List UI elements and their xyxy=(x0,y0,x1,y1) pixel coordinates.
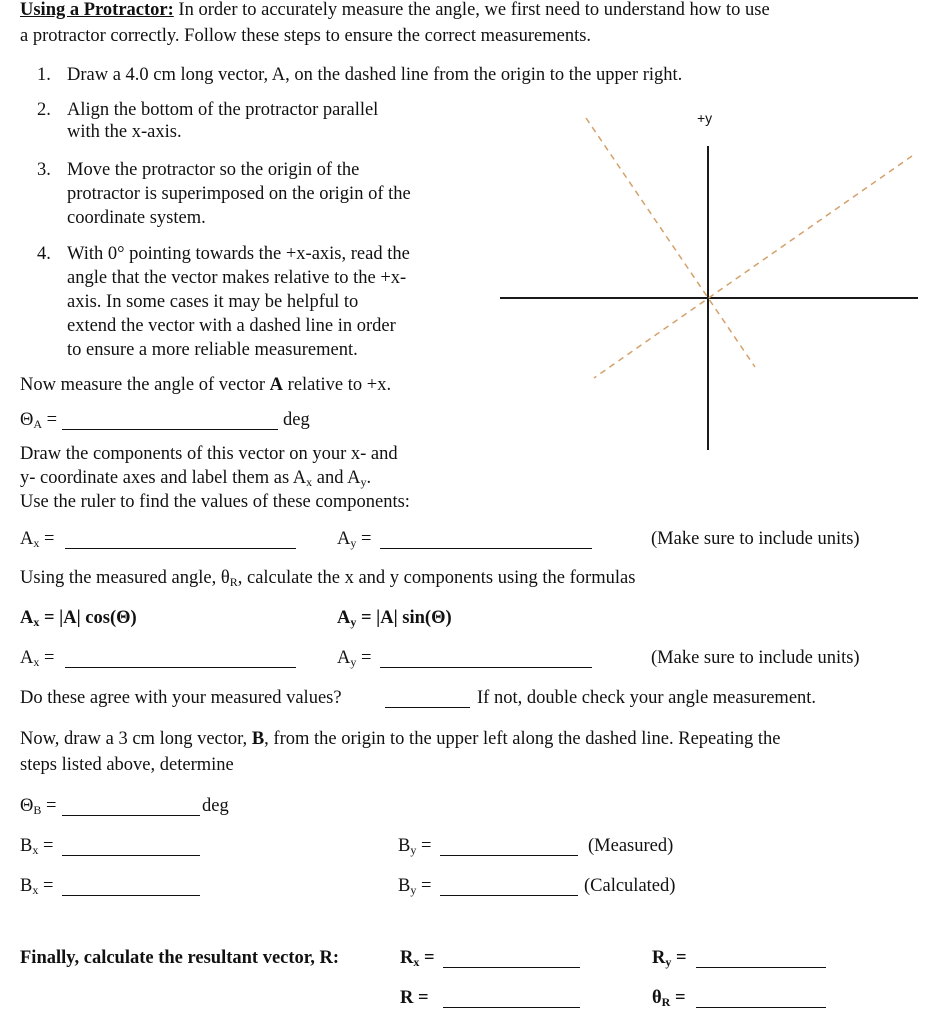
step-text: with the x-axis. xyxy=(67,122,182,142)
agree-blank[interactable] xyxy=(385,690,470,708)
text: = xyxy=(39,648,55,668)
text: = xyxy=(38,876,54,896)
units-note: (Make sure to include units) xyxy=(651,529,860,549)
theta-a-blank[interactable] xyxy=(62,412,278,430)
vector-a-label: A xyxy=(269,375,284,395)
r-magnitude-label xyxy=(400,986,429,1010)
text: y xyxy=(665,955,672,969)
text: B xyxy=(398,876,411,896)
agree-question: Do these agree with your measured values? xyxy=(20,688,342,708)
step-text: Draw a 4.0 cm long vector, A, on the dashed line from the origin to the upper right. xyxy=(67,65,683,85)
text: B xyxy=(33,803,42,817)
text: A xyxy=(20,648,34,668)
intro-text: In order to accurately measure the angle, we first need to understand how to use xyxy=(173,0,770,20)
text: A xyxy=(337,608,351,628)
subscript: x xyxy=(306,475,313,489)
text: A xyxy=(337,648,351,668)
ry-label xyxy=(652,946,687,970)
ay-label xyxy=(337,646,371,670)
intro-line-2: a protractor correctly. Follow these steps to ensure the correct measurements. xyxy=(20,26,592,46)
ry-blank[interactable] xyxy=(696,950,826,968)
text: θ xyxy=(652,988,662,1008)
components-text: Use the ruler to find the values of these components: xyxy=(20,492,410,512)
text: Using the measured angle, θ xyxy=(20,568,230,588)
ay-label xyxy=(337,527,371,551)
text: = xyxy=(416,876,432,896)
text: = |A| sin(Θ) xyxy=(356,608,452,628)
text: = xyxy=(418,988,429,1008)
theta-a-row xyxy=(20,408,57,432)
text: y xyxy=(410,883,417,897)
subscript: A xyxy=(33,417,43,431)
rx-blank[interactable] xyxy=(443,950,580,968)
step-text: With 0° pointing towards the +x-axis, read the xyxy=(67,244,410,264)
text: . xyxy=(366,468,372,488)
theta-r-blank[interactable] xyxy=(696,990,826,1008)
text: B xyxy=(20,836,33,856)
text: B xyxy=(251,729,265,749)
text: x xyxy=(32,883,39,897)
step-number: 4. xyxy=(37,244,51,264)
ay-measured-blank[interactable] xyxy=(380,531,592,549)
equals: = xyxy=(42,410,58,430)
text: Now measure the angle of vector xyxy=(20,375,270,395)
by-label xyxy=(398,874,431,898)
text: , calculate the x and y components using the formulas xyxy=(237,568,636,588)
bx-label xyxy=(20,874,53,898)
theta-b-blank[interactable] xyxy=(62,798,200,816)
agree-followup: If not, double check your angle measurement. xyxy=(477,688,817,708)
step-text: coordinate system. xyxy=(67,208,206,228)
bx-calculated-blank[interactable] xyxy=(62,878,200,896)
y-axis-label: +y xyxy=(697,110,713,126)
step-text: extend the vector with a dashed line in order xyxy=(67,316,396,336)
intro-line-1 xyxy=(20,0,770,22)
text: B xyxy=(20,876,33,896)
formula-ax xyxy=(20,606,137,630)
calc-instruction xyxy=(20,566,635,590)
text: = xyxy=(39,529,55,549)
by-calculated-blank[interactable] xyxy=(440,878,578,896)
ax-label xyxy=(20,646,54,670)
theta-r-label xyxy=(652,986,686,1010)
units-note: (Make sure to include units) xyxy=(651,648,860,668)
vector-b-instruction: steps listed above, determine xyxy=(20,755,234,775)
text: R xyxy=(400,988,414,1008)
text: = xyxy=(419,948,435,968)
text: R xyxy=(400,948,414,968)
text: and A xyxy=(312,468,361,488)
vector-b-instruction xyxy=(20,727,780,751)
text: Θ xyxy=(20,796,34,816)
text: , from the origin to the upper left along the dashed line. Repeating the xyxy=(264,729,781,749)
step-text: Align the bottom of the protractor parallel xyxy=(67,100,379,120)
text: A xyxy=(20,529,34,549)
measure-instruction xyxy=(20,373,391,397)
ax-calculated-blank[interactable] xyxy=(65,650,296,668)
text: y xyxy=(350,655,357,669)
dashed-line-upper-right xyxy=(594,156,912,378)
step-number: 2. xyxy=(37,100,51,120)
text: = xyxy=(41,796,57,816)
rx-label xyxy=(400,946,435,970)
calculated-note: (Calculated) xyxy=(584,876,676,896)
components-text: Draw the components of this vector on your x- and xyxy=(20,444,398,464)
text: y xyxy=(350,536,357,550)
by-measured-blank[interactable] xyxy=(440,838,578,856)
by-label xyxy=(398,834,431,858)
bx-measured-blank[interactable] xyxy=(62,838,200,856)
text: = xyxy=(356,529,372,549)
step-text: protractor is superimposed on the origin of the xyxy=(67,184,411,204)
text: = xyxy=(38,836,54,856)
step-text: axis. In some cases it may be helpful to xyxy=(67,292,359,312)
step-number: 1. xyxy=(37,65,51,85)
formula-ay xyxy=(337,606,452,630)
ay-calculated-blank[interactable] xyxy=(380,650,592,668)
text: y xyxy=(410,843,417,857)
text: R xyxy=(661,995,671,1009)
ax-label xyxy=(20,527,54,551)
text: R xyxy=(229,575,238,589)
step-text: Move the protractor so the origin of the xyxy=(67,160,360,180)
r-magnitude-blank[interactable] xyxy=(443,990,580,1008)
resultant-label: Finally, calculate the resultant vector, R: xyxy=(20,948,340,968)
text: x xyxy=(413,955,420,969)
deg-unit: deg xyxy=(283,410,310,430)
subscript: y xyxy=(360,475,367,489)
components-text xyxy=(20,466,371,490)
text: = xyxy=(416,836,432,856)
text: x xyxy=(32,843,39,857)
ax-measured-blank[interactable] xyxy=(65,531,296,549)
step-text: to ensure a more reliable measurement. xyxy=(67,340,358,360)
theta-symbol: Θ xyxy=(20,410,34,430)
intro-heading: Using a Protractor: xyxy=(20,0,174,20)
text: Now, draw a 3 cm long vector, xyxy=(20,729,252,749)
text: y xyxy=(350,615,357,629)
text: x xyxy=(33,536,40,550)
text: = xyxy=(670,988,686,1008)
measured-note: (Measured) xyxy=(588,836,674,856)
text: = |A| cos(Θ) xyxy=(39,608,137,628)
text: = xyxy=(671,948,687,968)
text: R xyxy=(652,948,666,968)
bx-label xyxy=(20,834,53,858)
text: relative to +x. xyxy=(283,375,392,395)
text: A xyxy=(20,608,34,628)
deg-unit: deg xyxy=(202,796,229,816)
text: x xyxy=(33,655,40,669)
text: y- coordinate axes and label them as A xyxy=(20,468,307,488)
text: x xyxy=(33,615,40,629)
text: A xyxy=(337,529,351,549)
step-number: 3. xyxy=(37,160,51,180)
step-text: angle that the vector makes relative to the +x- xyxy=(67,268,407,288)
theta-b-row xyxy=(20,794,56,818)
text: = xyxy=(356,648,372,668)
text: B xyxy=(398,836,411,856)
dashed-line-upper-left xyxy=(586,118,755,367)
